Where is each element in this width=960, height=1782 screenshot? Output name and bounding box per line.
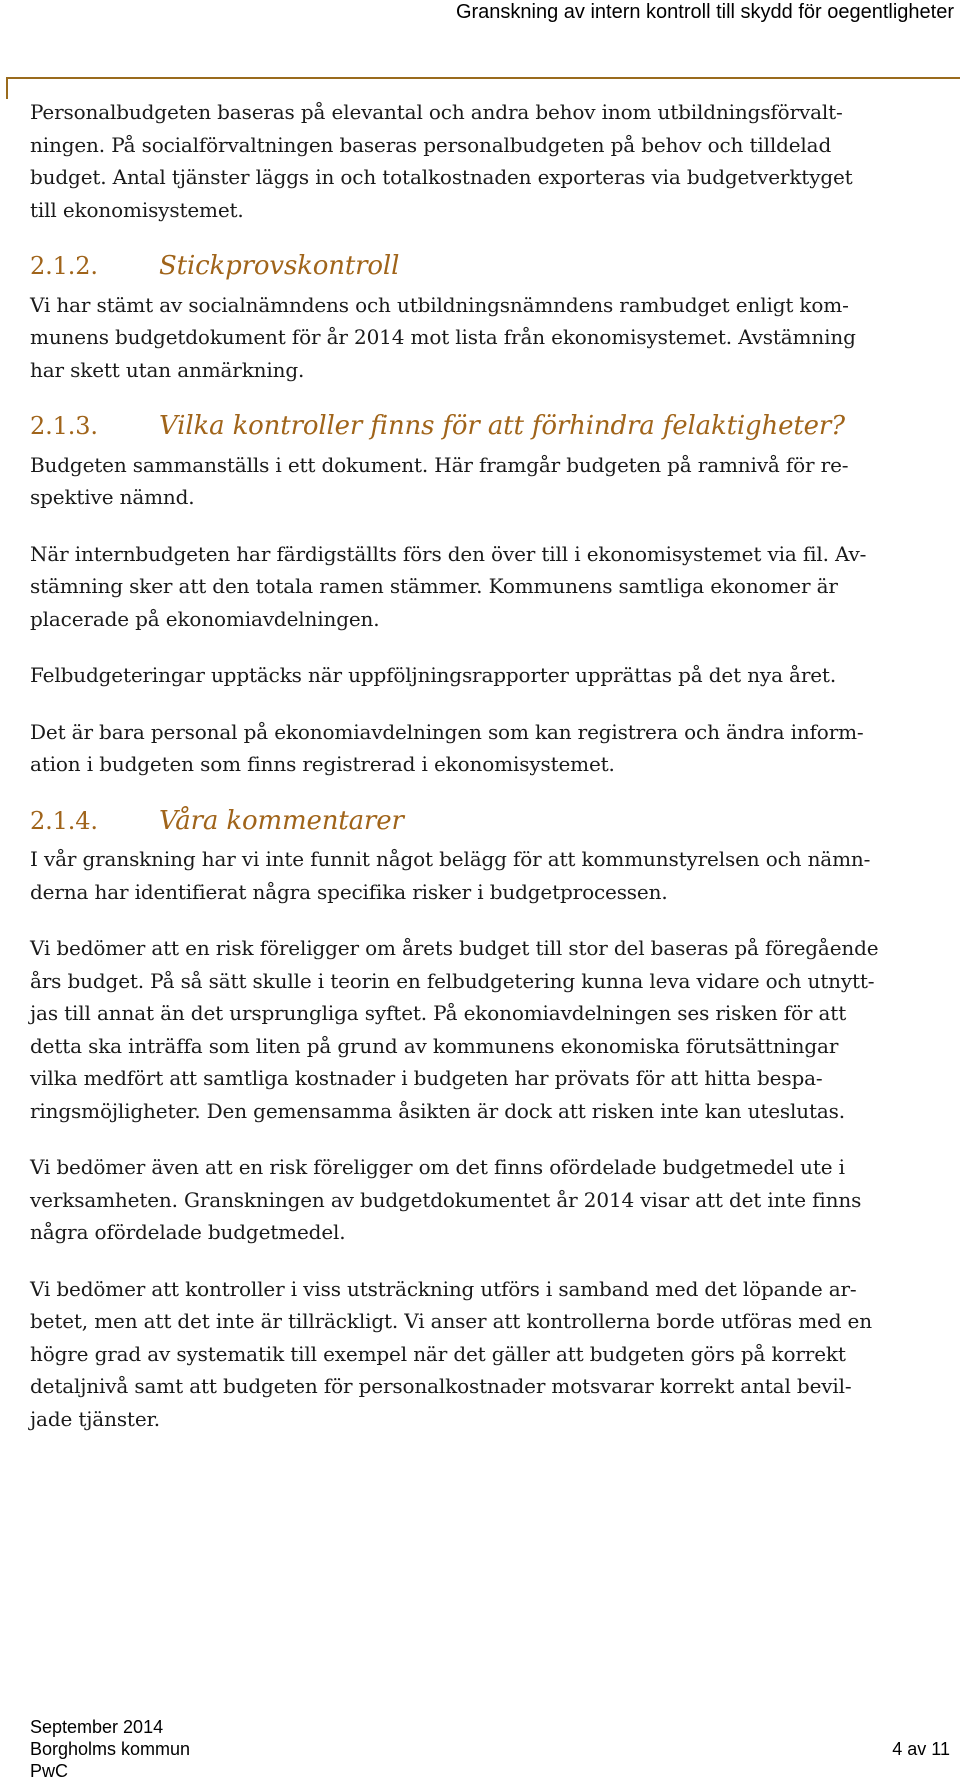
footer-organization: Borgholms kommun	[30, 1739, 191, 1759]
text-line: placerade på ekonomiavdelningen.	[30, 606, 380, 631]
paragraph	[30, 843, 950, 908]
section-heading	[30, 805, 950, 838]
text-line: spektive nämnd.	[30, 485, 195, 509]
text-line: budget. Antal tjänster läggs in och totalkostnaden exporteras via budgetverktyget	[30, 165, 853, 189]
text-line: verksamheten. Granskningen av budgetdokumentet år 2014 visar att det inte finns	[30, 1187, 862, 1212]
text-line: betet, men att det inte är tillräckligt. Vi anser att kontrollerna borde utföras med en	[30, 1309, 872, 1333]
text-line: vilka medfört att samtliga kostnader i budgeten har prövats för att hitta bespa-	[30, 1066, 823, 1090]
text-line: munens budgetdokument för år 2014 mot lista från ekonomisystemet. Avstämning	[30, 325, 856, 349]
text-line: stämning sker att den totala ramen stämmer. Kommunens samtliga ekonomer är	[30, 574, 838, 598]
section-heading	[30, 410, 950, 443]
text-line: Vi bedömer att en risk föreligger om årets budget till stor del baseras på föregående	[30, 936, 879, 960]
text-line: I vår granskning har vi inte funnit något belägg för att kommunstyrelsen och nämn-	[30, 847, 871, 871]
text-line: några ofördelade budgetmedel.	[30, 1220, 346, 1244]
text-line: ation i budgeten som finns registrerad i ekonomisystemet.	[30, 752, 615, 776]
paragraph	[30, 289, 950, 387]
text-line: års budget. På så sätt skulle i teorin en felbudgetering kunna leva vidare och utnytt-	[30, 968, 875, 993]
document-body	[30, 96, 950, 1459]
text-line: högre grad av systematik till exempel när det gäller att budgeten görs på korrekt	[30, 1341, 846, 1366]
header-rule-corner	[6, 77, 8, 99]
paragraph	[30, 659, 950, 692]
text-line: Det är bara personal på ekonomiavdelningen som kan registrera och ändra inform-	[30, 719, 864, 744]
text-line: Vi bedömer att kontroller i viss utsträckning utförs i samband med det löpande ar-	[30, 1276, 857, 1301]
page-number: 4 av 11	[892, 1739, 950, 1759]
text-line: till ekonomisystemet.	[30, 197, 244, 222]
text-line: Felbudgeteringar upptäcks när uppföljningsrapporter upprättas på det nya året.	[30, 663, 837, 687]
text-line: detaljnivå samt att budgeten för personalkostnader motsvarar korrekt antal bevil-	[30, 1374, 852, 1398]
text-line: ringsmöjligheter. Den gemensamma åsikten är dock att risken inte kan uteslutas.	[30, 1098, 845, 1123]
footer-company: PwC	[30, 1761, 69, 1781]
text-line: derna har identifierat några specifika risker i budgetprocessen.	[30, 879, 668, 904]
section-title: Vilka kontroller finns för att förhindra felaktigheter?	[159, 411, 845, 441]
section-number: 2.1.3.	[30, 412, 98, 440]
text-line: Budgeten sammanställs i ett dokument. Här framgår budgeten på ramnivå för re-	[30, 452, 849, 477]
text-line: Vi bedömer även att en risk föreligger om det finns ofördelade budgetmedel ute i	[30, 1155, 845, 1179]
section-title: Våra kommentarer	[159, 805, 404, 836]
text-line: Vi har stämt av socialnämndens och utbildningsnämndens rambudget enligt kom-	[30, 292, 849, 317]
section-title: Stickprovskontroll	[159, 251, 400, 281]
section-heading	[30, 250, 950, 283]
document-title: Granskning av intern kontroll till skydd för oegentligheter	[455, 1, 954, 23]
text-line: jas till annat än det ursprungliga syftet. På ekonomiavdelningen ses risken för att	[30, 1001, 847, 1025]
intro-paragraph	[30, 96, 950, 226]
paragraph	[30, 1151, 950, 1249]
page-header	[0, 0, 960, 28]
paragraph	[30, 932, 950, 1127]
paragraph	[30, 538, 950, 636]
page-footer	[30, 1716, 950, 1782]
paragraph	[30, 1273, 950, 1436]
text-line: Personalbudgeten baseras på elevantal och andra behov inom utbildningsförvalt-	[30, 100, 843, 124]
text-line: ningen. På socialförvaltningen baseras personalbudgeten på behov och tilldelad	[30, 132, 832, 157]
header-rule	[6, 77, 960, 79]
text-line: detta ska inträffa som liten på grund av kommunens ekonomiska förutsättningar	[30, 1033, 839, 1058]
section-number: 2.1.4.	[30, 806, 98, 835]
paragraph	[30, 449, 950, 514]
section-number: 2.1.2.	[30, 252, 98, 280]
footer-date: September 2014	[30, 1717, 164, 1737]
text-line: har skett utan anmärkning.	[30, 357, 305, 382]
text-line: När internbudgeten har färdigställts förs den över till i ekonomisystemet via fil. Av-	[30, 541, 867, 566]
paragraph	[30, 716, 950, 781]
text-line: jade tjänster.	[30, 1406, 160, 1431]
